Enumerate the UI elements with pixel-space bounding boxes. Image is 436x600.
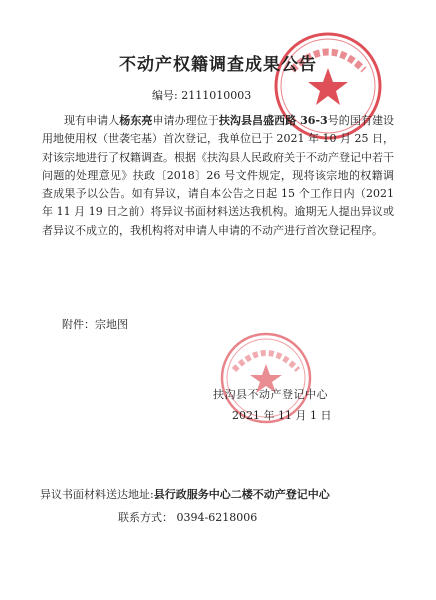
objection-address-label: 异议书面材料送达地址: <box>40 488 154 501</box>
notice-body <box>42 112 394 240</box>
page-title: 不动产权籍调查成果公告 <box>119 55 317 75</box>
body-text-2: 申请办理位于 <box>152 114 219 127</box>
objection-address <box>40 486 330 502</box>
applicant-name: 杨东亮 <box>119 114 153 127</box>
property-location: 扶沟县昌盛西路 36-3 <box>218 114 328 127</box>
body-text-3: 号的国有建设用地使用权（世袭宅基）首次登记，我单位已于 2021 年 10 月 25 日，对该宗地进行了权籍调查。根据《扶沟县人民政府关于不动产登记中若干问题的处理意见》扶政〔2018〕26 号文件规定，现将该宗地的权籍调查成果予以公告。如有异议，请自本公告之日起 15 个工作日内（2021 年 11 月 19 日之前）将异议书面材料送达我机构。逾期无人提出异议或者异议不成立的，我机构将对申请人申请的不动产进行首次登记程序。 <box>42 114 395 237</box>
attachment-note: 附件：宗地图 <box>62 318 128 331</box>
contact-info: 联系方式： 0394-6218006 <box>118 511 258 524</box>
issue-date: 2021 年 11 月 1 日 <box>232 409 332 422</box>
body-text-1: 现有申请人 <box>64 114 120 127</box>
issuing-organization: 扶沟县不动产登记中心 <box>213 388 328 401</box>
document-number-value: 2111010003 <box>181 89 252 102</box>
document-number-label: 编号: <box>152 89 178 102</box>
document-number <box>152 87 251 103</box>
objection-address-value: 县行政服务中心二楼不动产登记中心 <box>153 488 330 501</box>
